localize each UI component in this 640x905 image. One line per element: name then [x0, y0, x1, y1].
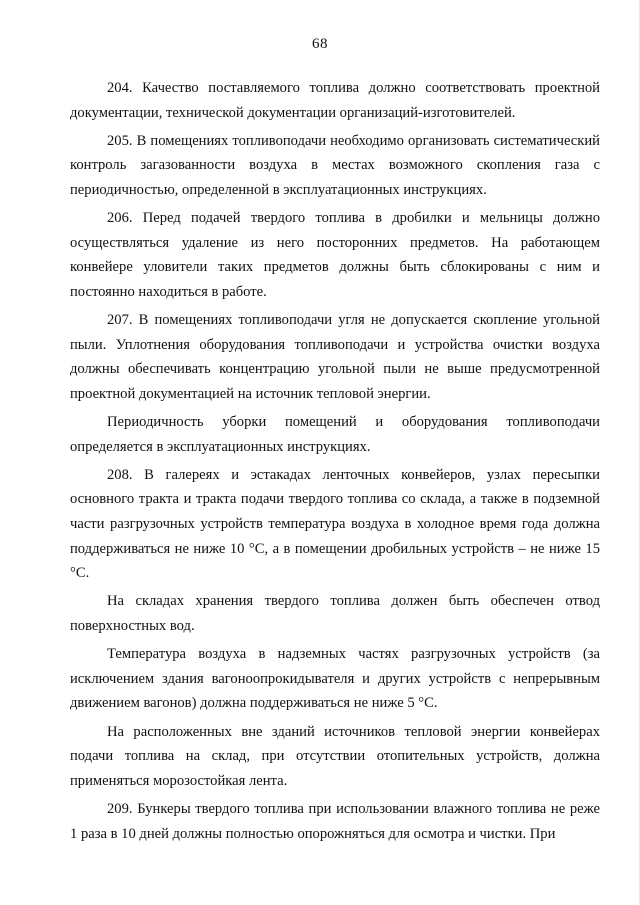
page-number: 68	[312, 36, 328, 52]
paragraph-209: 209. Бункеры твердого топлива при использовании влажного топлива не реже 1 раза в 10 дней должны полностью опорожняться для осмотра и чистки. При	[70, 800, 600, 842]
page-body	[70, 76, 600, 846]
paragraph-207: 207. В помещениях топливоподачи угля не допускается скопление угольной пыли. Уплотнения оборудования топливоподачи и устройства очистки воздуха должны обеспечивать концентрацию угольной пыли не выше предусмотренной проектной документацией на источник тепловой энергии.	[70, 312, 600, 402]
paragraph-204: 204. Качество поставляемого топлива должно соответствовать проектной документации, технической документации организаций-изготовителей.	[70, 80, 600, 121]
paragraph-208-surface-water: На складах хранения твердого топлива должен быть обеспечен отвод поверхностных вод.	[70, 593, 600, 635]
paragraph-208: 208. В галереях и эстакадах ленточных конвейеров, узлах пересыпки основного тракта и тракта подачи твердого топлива со склада, а также в подземной части разгрузочных устройств температура воздуха в холодное время года должна поддерживаться не ниже 10 °С, а в помещении дробильных устройств – не ниже 15 °С.	[70, 466, 600, 582]
paragraph-208-unloading-temperature: Температура воздуха в надземных частях разгрузочных устройств (за исключением здания вагоноопрокидывателя и других устройств с непрерывным движением вагонов) должна поддерживаться не ниже 5 °С.	[70, 646, 600, 712]
paragraph-205: 205. В помещениях топливоподачи необходимо организовать систематический контроль загазованности воздуха в местах возможного скопления газа с периодичностью, определенной в эксплуатационных инструкциях.	[70, 132, 600, 198]
paragraph-206: 206. Перед подачей твердого топлива в дробилки и мельницы должно осуществляться удаление из него посторонних предметов. На работающем конвейере уловители таких предметов должны быть сблокированы с ним и постоянно находиться в работе.	[70, 210, 600, 300]
paragraph-208-frost-resistant-belt: На расположенных вне зданий источников тепловой энергии конвейерах подачи топлива на склад, при отсутствии отопительных устройств, должна применяться морозостойкая лента.	[70, 723, 600, 789]
paragraph-207-cleaning-frequency: Периодичность уборки помещений и оборудования топливоподачи определяется в эксплуатационных инструкциях.	[70, 414, 600, 455]
